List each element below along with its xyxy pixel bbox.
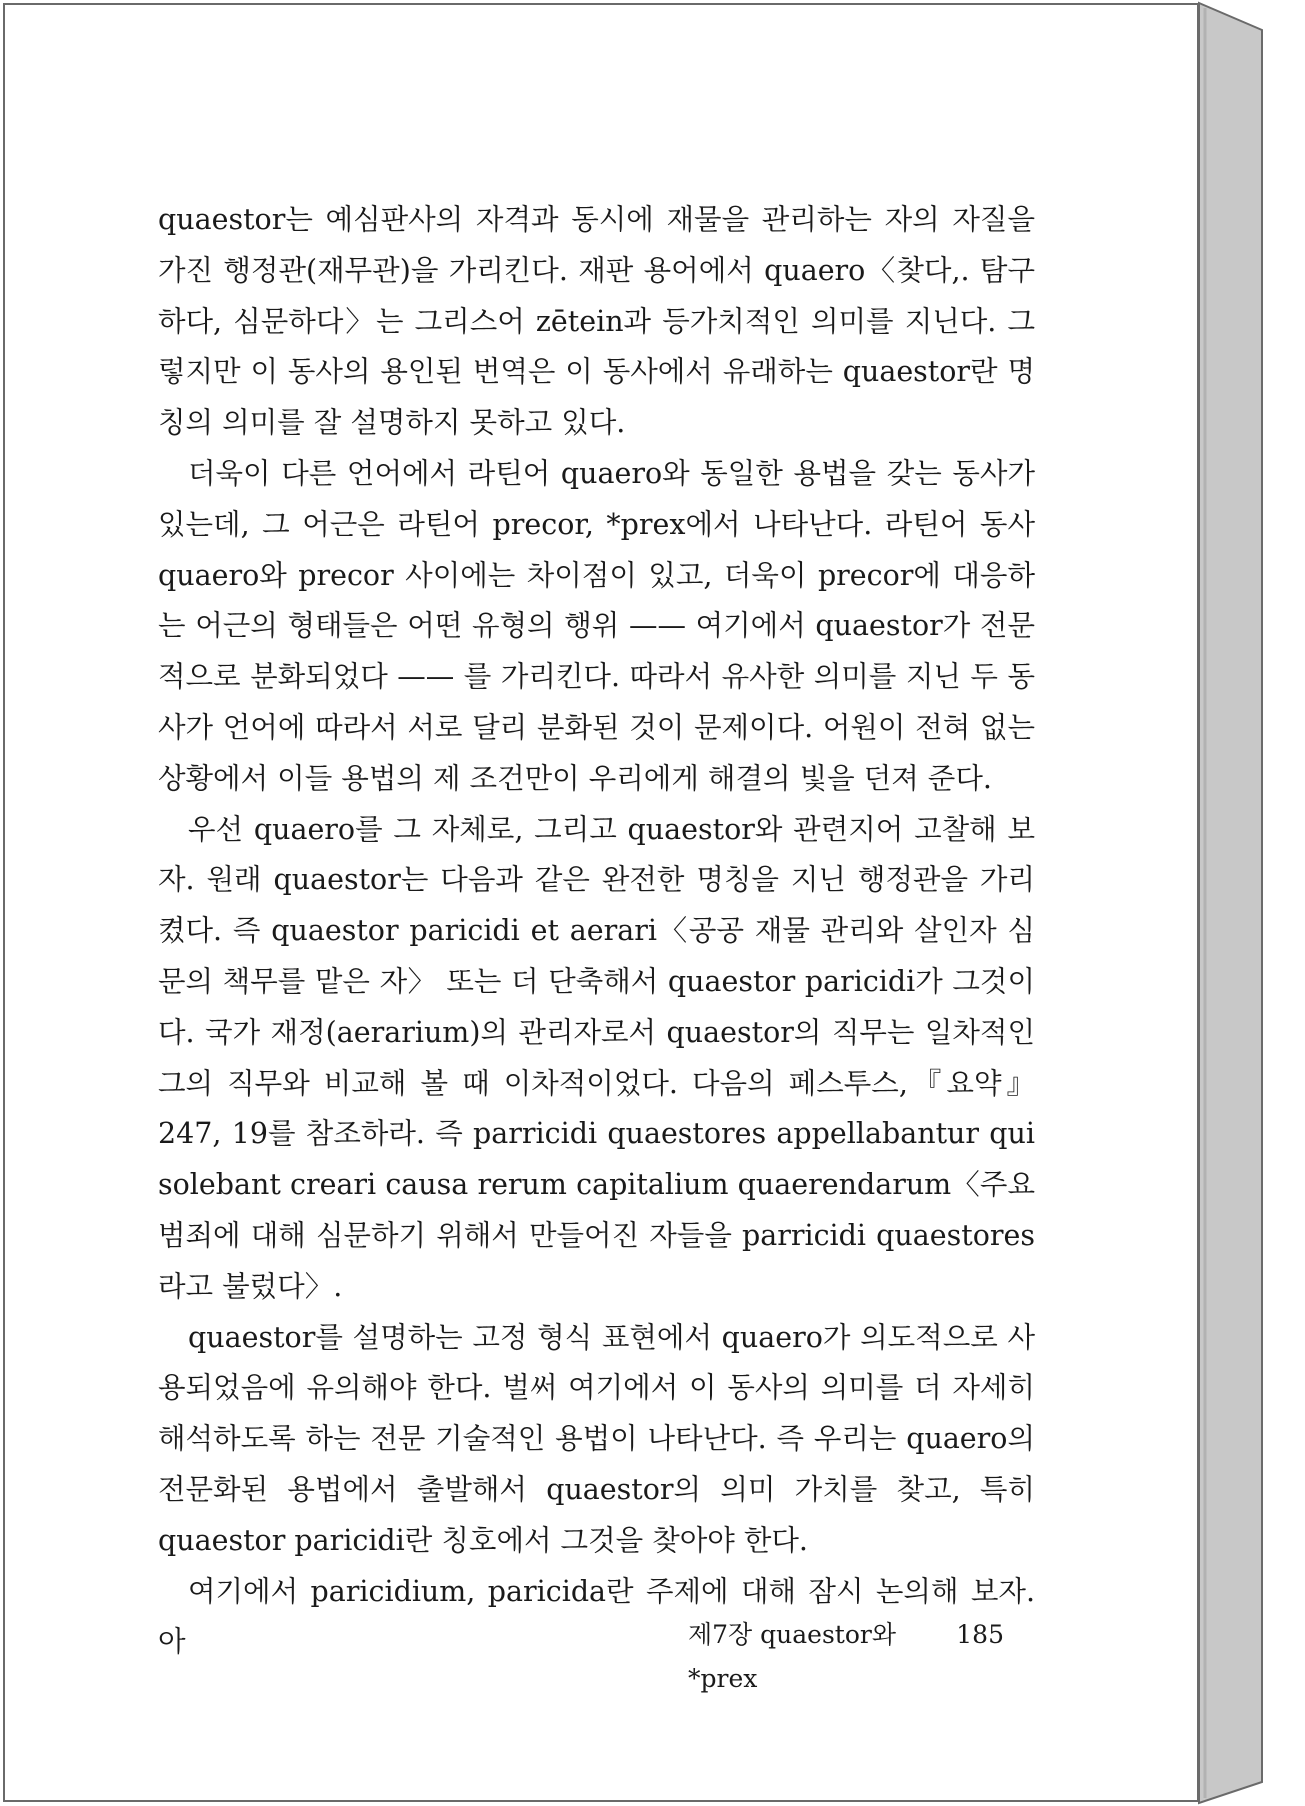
page-footer: [688, 1613, 1004, 1693]
paragraph-2: 더욱이 다른 언어에서 라틴어 quaero와 동일한 용법을 갖는 동사가 있는데, 그 어근은 라틴어 precor, *prex에서 나타난다. 라틴어 동사 quaero와 precor 사이에는 차이점이 있고, 더욱이 precor에 대응하는 어근의 형태들은 어떤 유형의 행위 —— 여기에서 quaestor가 전문적으로 분화되었다 —— 를 가리킨다. 따라서 유사한 의미를 지닌 두 동사가 언어에 따라서 서로 달리 분화된 것이 문제이다. 어원이 전혀 없는 상황에서 이들 용법의 제 조건만이 우리에게 해결의 빛을 던져 준다.: [158, 456, 1035, 795]
book-spine-side: [1199, 3, 1262, 1803]
body-text: [158, 195, 1035, 1693]
running-chapter-title: 제7장 quaestor와 *prex: [688, 1620, 896, 1693]
page-number: 185: [956, 1620, 1004, 1649]
paragraph-4: quaestor를 설명하는 고정 형식 표현에서 quaero가 의도적으로 사용되었음에 유의해야 한다. 벌써 여기에서 이 동사의 의미를 더 자세히 해석하도록 하는 전문 기술적인 용법이 나타난다. 즉 우리는 quaero의 전문화된 용법에서 출발해서 quaestor의 의미 가치를 찾고, 특히 quaestor paricidi란 칭호에서 그것을 찾아야 한다.: [158, 1320, 1035, 1557]
paragraph-5: 여기에서 paricidium, paricida란 주제에 대해 잠시 논의해 보자. 아: [158, 1574, 1035, 1659]
paragraph-3: 우선 quaero를 그 자체로, 그리고 quaestor와 관련지어 고찰해 보자. 원래 quaestor는 다음과 같은 완전한 명칭을 지닌 행정관을 가리켰다. 즉 quaestor paricidi et aerari〈공공 재물 관리와 살인자 심문의 책무를 맡은 자〉 또는 더 단축해서 quaestor paricidi가 그것이다. 국가 재정(aerarium)의 관리자로서 quaestor의 직무는 일차적인 그의 직무와 비교해 볼 때 이차적이었다. 다음의 페스투스,『요약』247, 19를 참조하라. 즉 parricidi quaestores appellabantur qui solebant creari causa rerum capitalium quaerendarum〈주요 범죄에 대해 심문하기 위해서 만들어진 자들을 parricidi quaestores라고 불렀다〉.: [158, 812, 1035, 1303]
paragraph-1: quaestor는 예심판사의 자격과 동시에 재물을 관리하는 자의 자질을 가진 행정관(재무관)을 가리킨다. 재판 용어에서 quaero〈찾다,. 탐구하다, 심문하다〉는 그리스어 zētein과 등가치적인 의미를 지닌다. 그렇지만 이 동사의 용인된 번역은 이 동사에서 유래하는 quaestor란 명칭의 의미를 잘 설명하지 못하고 있다.: [158, 203, 1035, 440]
